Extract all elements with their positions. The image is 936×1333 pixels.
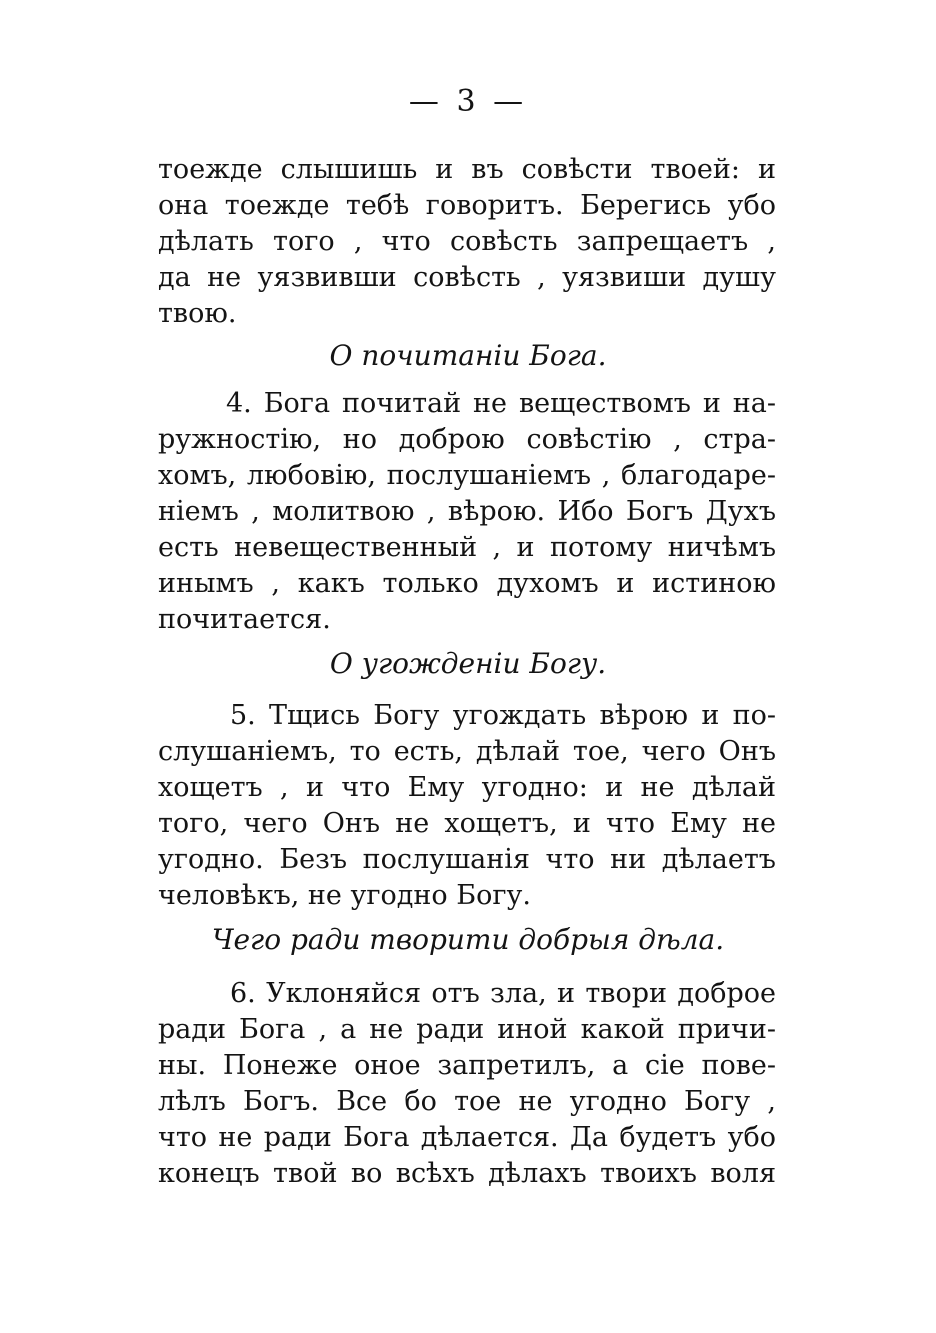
text-line: человѣкъ, не угодно Богу. — [158, 880, 531, 911]
text-line: тоежде слышишь и въ совѣсти твоей: и — [158, 154, 776, 185]
text-line: 4. Бога почитай не веществомъ и на- — [226, 388, 776, 419]
text-line: хощетъ , и что Ему угодно: и не дѣлай — [158, 772, 776, 803]
text-line: угодно. Безъ послушанія что ни дѣлаетъ — [158, 844, 776, 875]
text-line: она тоежде тебѣ говоритъ. Берегись убо — [158, 190, 776, 221]
text-line: хомъ, любовію, послушаніемъ , благодаре- — [158, 460, 776, 491]
text-line: того, чего Онъ не хощетъ, и что Ему не — [158, 808, 776, 839]
text-line: есть невещественный , и потому ничѣмъ — [158, 532, 776, 563]
section-paragraph — [158, 386, 776, 638]
section-paragraph — [158, 976, 776, 1192]
text-line: слушаніемъ, то есть, дѣлай тое, чего Онъ — [158, 736, 776, 767]
section-heading: О угожденіи Богу. — [329, 647, 607, 680]
text-line: дѣлать того , что совѣсть запрещаетъ , — [158, 226, 776, 257]
text-line: что не ради Бога дѣлается. Да будетъ убо — [158, 1122, 776, 1153]
section-paragraph — [158, 698, 776, 914]
text-line: 6. Уклоняйся отъ зла, и твори доброе — [230, 978, 776, 1009]
text-line: инымъ , какъ только духомъ и истиною — [158, 568, 776, 599]
page-number: — 3 — — [408, 84, 528, 119]
text-line: лѣлъ Богъ. Все бо тое не угодно Богу , — [158, 1086, 776, 1117]
text-line: конецъ твой во всѣхъ дѣлахъ твоихъ воля — [158, 1158, 776, 1189]
text-line: да не уязвивши совѣсть , уязвиши душу — [158, 262, 776, 293]
text-line: почитается. — [158, 604, 331, 635]
text-line: ны. Понеже оное запретилъ, а сіе пове- — [158, 1050, 776, 1081]
text-line: ради Бога , а не ради иной какой причи- — [158, 1014, 776, 1045]
text-line: 5. Тщись Богу угождать вѣрою и по- — [230, 700, 776, 731]
text-line: ружностію, но доброю совѣстію , стра- — [158, 424, 776, 455]
text-line: ніемъ , молитвою , вѣрою. Ибо Богъ Духъ — [158, 496, 776, 527]
text-line: твою. — [158, 298, 237, 329]
continuation-paragraph — [158, 152, 776, 332]
section-heading: Чего ради творити добрыя дѣла. — [211, 923, 725, 956]
section-heading: О почитаніи Бога. — [329, 339, 607, 372]
